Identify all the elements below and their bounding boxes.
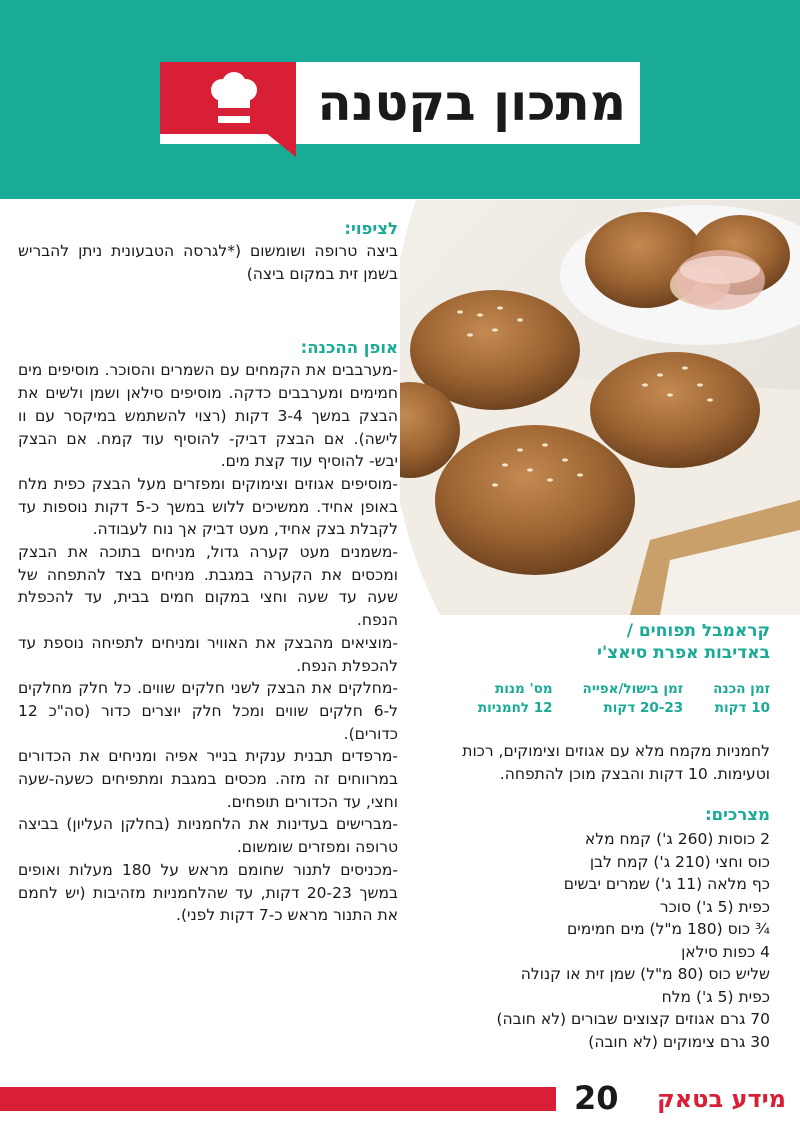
method-step: -מחלקים את הבצק לשני חלקים שווים. כל חלק מחלקים ל-6 חלקים שווים ומכל חלק יוצרים כדור (סה"כ 12 כדורים). — [18, 679, 398, 743]
chef-hat-icon — [206, 70, 262, 130]
ingredient-item: 2 כוסות (260 ג') קמח מלא — [584, 830, 770, 848]
ingredient-item: כף מלאה (11 ג') שמרים יבשים — [563, 875, 770, 893]
meta-value: 10 דקות — [714, 700, 770, 716]
ingredient-item: 70 גרם אגוזים קצוצים שבורים (לא חובה) — [496, 1010, 770, 1028]
method-step: -מוציאים מהבצק את האוויר ומניחים לתפיחה נוספת עד להכפלת הנפח. — [18, 633, 398, 675]
recipe-subtitle-line2: באדיבות אפרת סיאצ'י — [596, 643, 770, 663]
method-step: -מכניסים לתנור שחומם מראש על 180 מעלות ואופים במשך 20-23 דקות, עד שהלחמניות מזהיבות (יש לחמם את התנור מראש כ-7 דקות לפני). — [18, 860, 398, 925]
meta-label: זמן בישול/אפייה — [582, 681, 684, 697]
recipe-meta — [410, 680, 770, 718]
ingredient-item: שליש כוס (80 מ"ל) שמן זית או קנולה — [520, 965, 770, 983]
recipe-subtitle-line1: קראמבל תפוחים / — [626, 621, 770, 641]
method-step: -מרפדים תבנית ענקית בנייר אפיה ומניחים את הכדורים במרווחים זה מזה. מכסים במגבת ומתפיחים כשעה-שעה וחצי, עד הכדורים תופחים. — [18, 747, 398, 811]
topping-title: לציפוי: — [344, 219, 398, 238]
method-step: -מוסיפים אגוזים וצימוקים ומפזרים מעל הבצק כפית מלח באופן אחיד. ממשיכים ללוש במשך כ-5 דקות נוספות עד לקבלת בצק אחיד, מעט דביק אך נוח לעבודה. — [18, 474, 398, 539]
meta-label: מס' מנות — [495, 681, 553, 697]
ingredient-item: כפית (5 ג') מלח — [661, 987, 770, 1006]
topping-text: ביצה טרופה ושומשום (*לגרסה הטבעונית ניתן להבריש בשמן זית במקום ביצה) — [18, 242, 398, 283]
speech-bubble-tail — [266, 133, 296, 157]
ingredient-item: כוס וחצי (210 ג') קמח לבן — [589, 852, 770, 871]
ingredient-item: 30 גרם צימוקים (לא חובה) — [588, 1032, 770, 1051]
ingredient-item: 4 כפות סילאן — [681, 942, 770, 961]
method-column — [18, 218, 398, 927]
recipe-intro: לחמניות מקמח מלא עם אגוזים וצימוקים, רכות וטעימות. 10 דקות והבצק מוכן להתפחה. — [462, 742, 770, 783]
ingredient-item: ¾ כוס (180 מ"ל) מים חמימים — [567, 920, 770, 938]
recipe-info — [410, 620, 770, 1053]
method-step: -משמנים מעט קערה גדול, מניחים בתוכה את הבצק ומכסים את הקערה במגבת. מניחים בצד להתפחה של שעה עד שעה וחצי במקום חמים בבית, עד להכפלת הנפח. — [18, 543, 398, 630]
bread-rolls-photo — [400, 200, 800, 615]
method-step: -מברישים בעדינות את הלחמניות (בחלקן העליון) בביצה טרופה ומפזרים שומשום. — [18, 815, 398, 857]
meta-value: 12 לחמניות — [477, 700, 553, 716]
meta-servings — [478, 680, 553, 718]
page-title: מתכון בקטנה — [317, 74, 626, 132]
method-step: -מערבבים את הקמחים עם השמרים והסוכר. מוסיפים מים חמימים ומערבבים כדקה. מוסיפים סילאן ושמן ולשים את הבצק במשך 3-4 דקות (רצוי להשתמש במיקסר עם וו לישה). אם הבצק דביק- להוסיף עוד קמח. אם הבצק יבש- להוסיף עוד קצת מים. — [18, 361, 398, 471]
page-header — [0, 0, 800, 199]
ingredient-item: כפית (5 ג') סוכר — [659, 897, 770, 916]
ingredients-title: מצרכים: — [705, 805, 770, 824]
bread-rolls-illustration — [400, 200, 800, 615]
meta-prep-time — [713, 680, 770, 718]
ingredients-list — [410, 828, 770, 1053]
page-number: 20 — [574, 1079, 619, 1117]
meta-value: 20-23 דקות — [603, 700, 684, 716]
meta-cook-time — [583, 680, 684, 718]
method-title: אופן ההכנה: — [300, 338, 398, 358]
footer-brand-logo: מידע בטאק — [657, 1085, 786, 1113]
meta-label: זמן הכנה — [713, 681, 770, 697]
